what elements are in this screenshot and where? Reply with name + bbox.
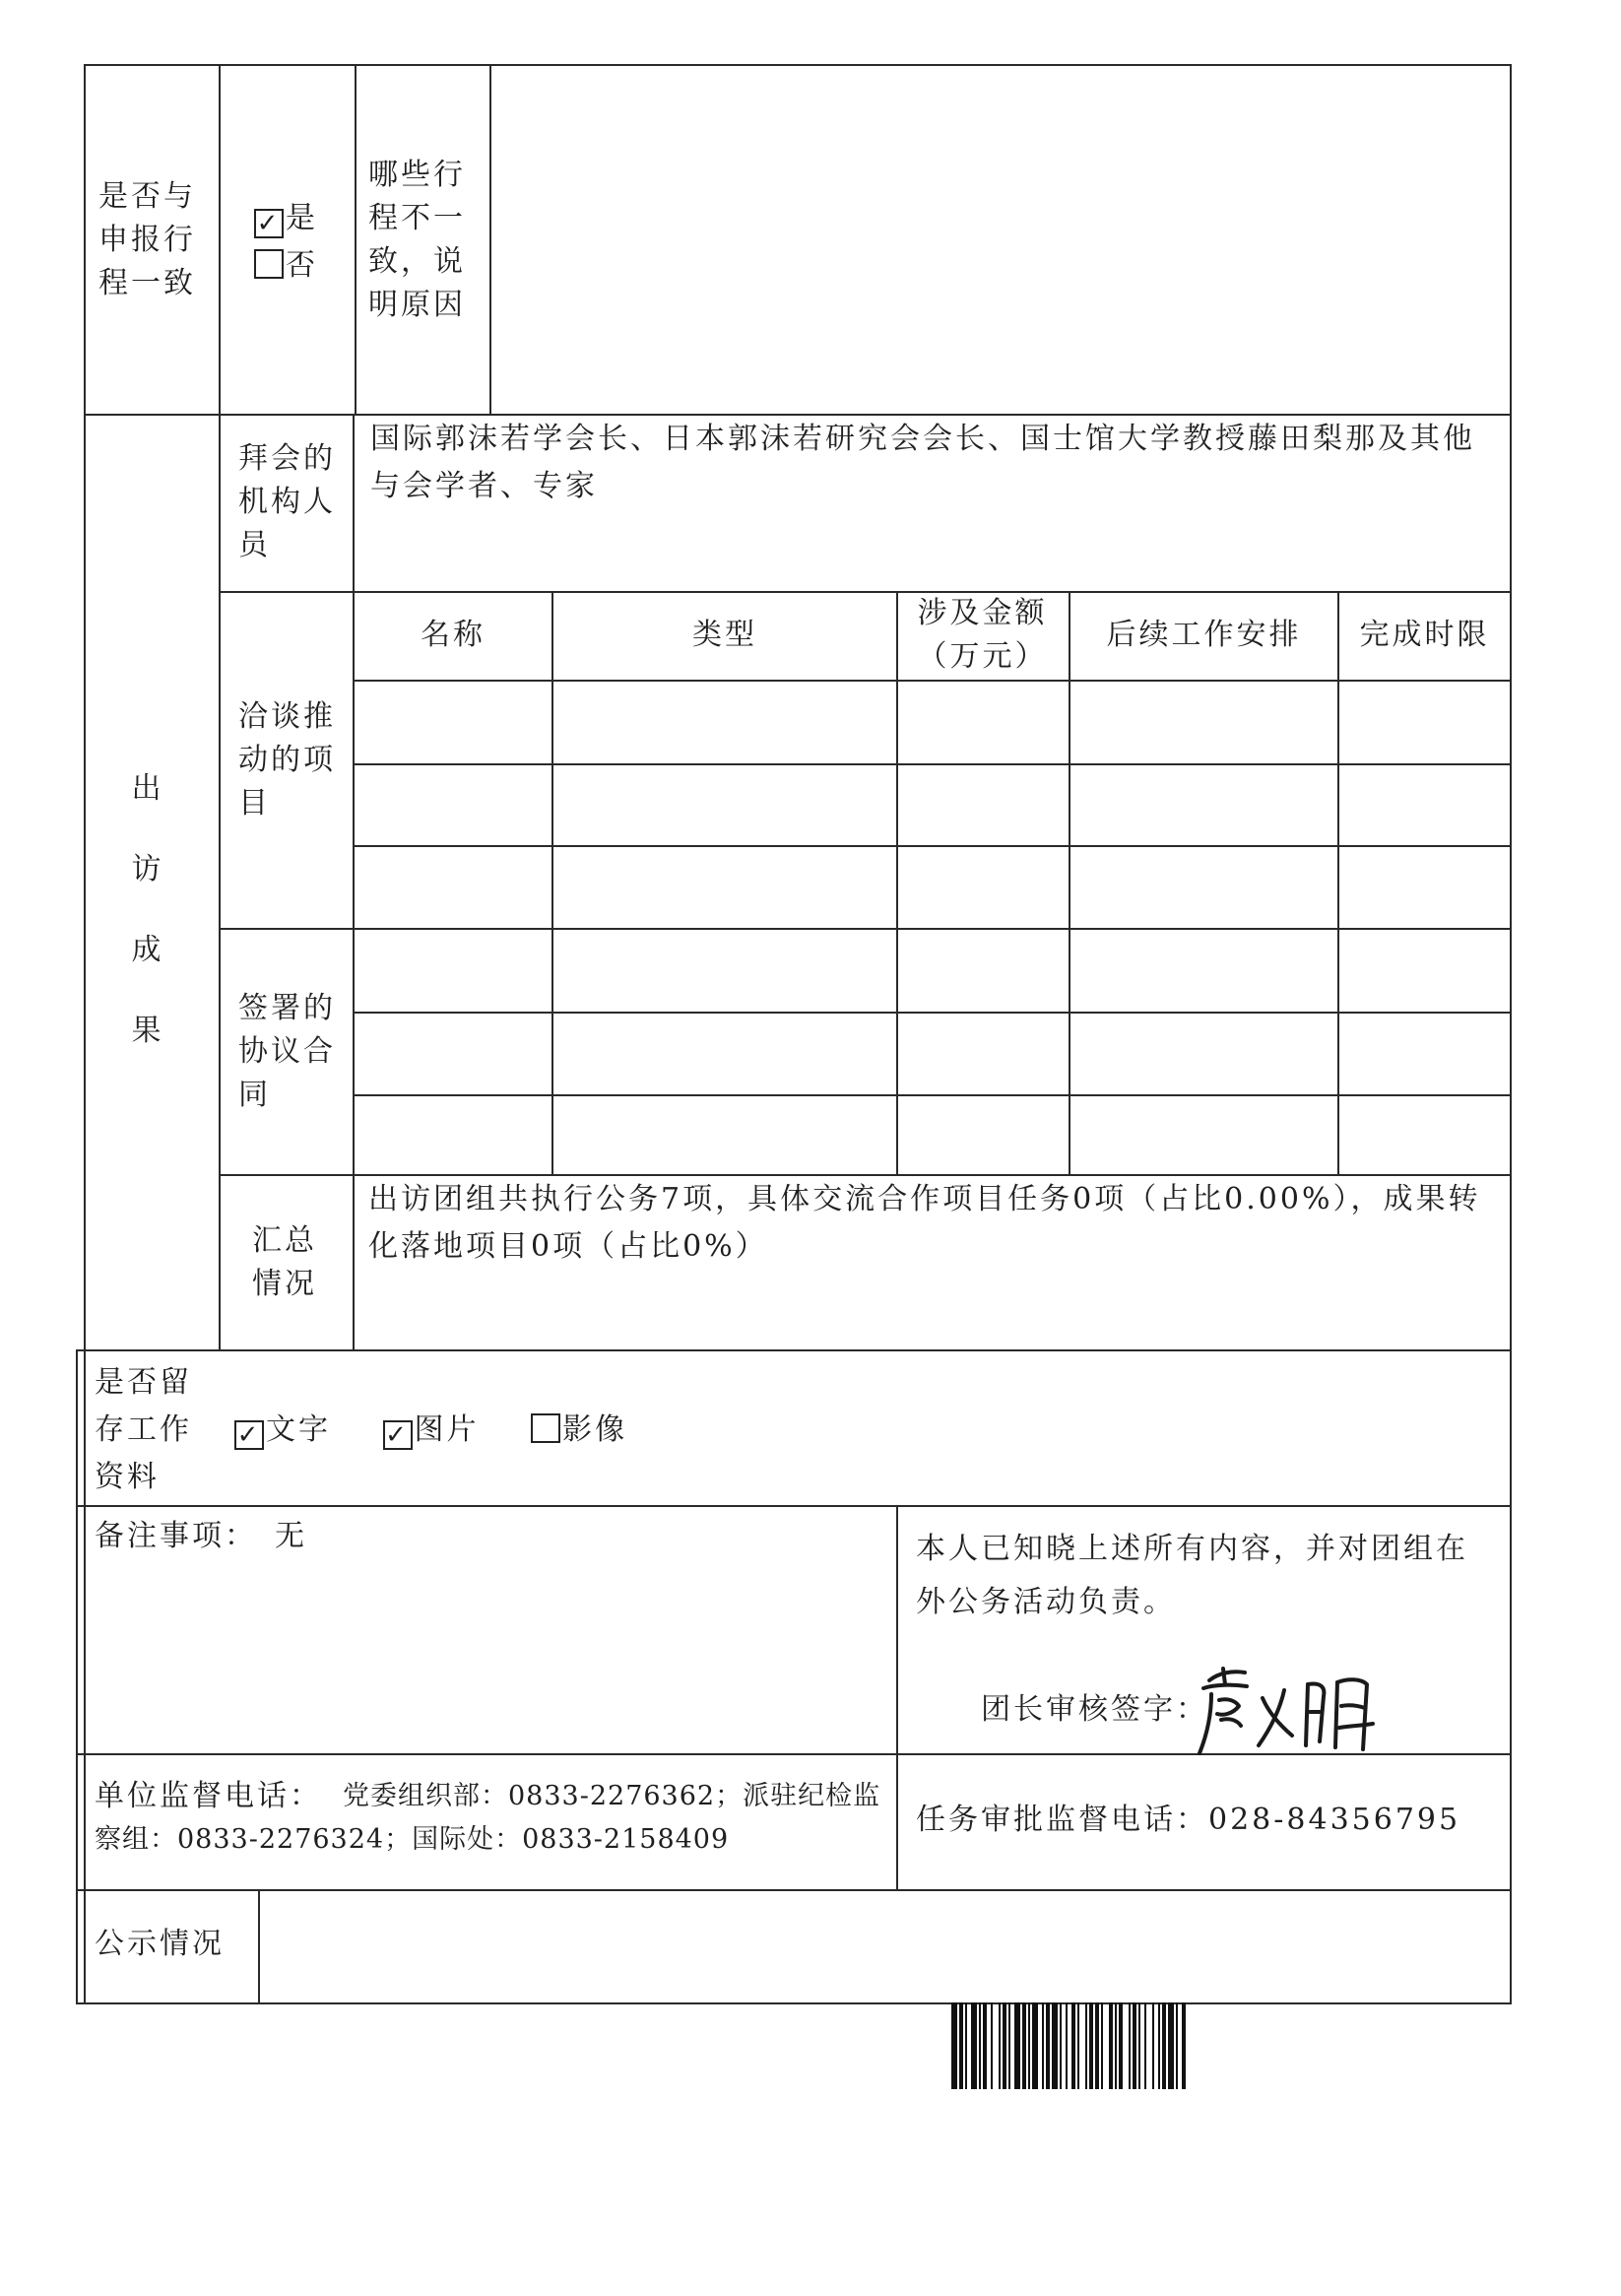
materials-options <box>234 1409 667 1452</box>
leader-signature <box>1190 1655 1406 1763</box>
col-divider <box>551 591 553 1176</box>
visited-label: 拜会的机构人员 <box>238 441 336 562</box>
remarks-value: 无 <box>275 1519 307 1553</box>
consistency-no-option[interactable]: 否 <box>254 244 318 288</box>
which-inconsistent-label: 哪些行程不一致，说明原因 <box>368 158 466 322</box>
checkbox-empty-icon[interactable] <box>531 1413 560 1443</box>
row-divider <box>76 1505 1512 1507</box>
row-divider <box>219 591 1512 593</box>
checkbox-checked-icon[interactable]: ✓ <box>383 1420 413 1450</box>
header-name: 名称 <box>421 618 486 652</box>
col-divider <box>219 64 221 1351</box>
col-divider <box>353 414 355 1351</box>
table-border <box>76 1349 78 2004</box>
checkbox-checked-icon[interactable]: ✓ <box>254 209 284 238</box>
consistency-yes-option[interactable]: ✓ 是 <box>254 197 318 240</box>
table-border <box>84 64 1512 66</box>
table-border <box>76 2002 1512 2004</box>
materials-option-video[interactable]: 影像 <box>531 1412 627 1447</box>
col-divider <box>258 1889 260 2004</box>
col-divider <box>1069 591 1070 1176</box>
materials-label: 是否留存工作资料 <box>95 1365 192 1494</box>
declaration-text: 本人已知晓上述所有内容，并对团组在外公务活动负责。 <box>916 1532 1468 1619</box>
task-supervision-phone: 任务审批监督电话：028-84356795 <box>916 1803 1461 1837</box>
table-border <box>1510 64 1512 2004</box>
agreements-label: 签署的协议合同 <box>238 991 336 1112</box>
summary-value: 出访团组共执行公务7项，具体交流合作项目任务0项（占比0.00%），成果转化落地项目0项（占比0%） <box>368 1182 1481 1264</box>
col-divider <box>1337 591 1339 1176</box>
header-deadline: 完成时限 <box>1359 618 1490 652</box>
row-divider <box>76 1349 1512 1351</box>
checkbox-checked-icon[interactable]: ✓ <box>234 1420 264 1450</box>
consistency-label: 是否与申报行程一致 <box>98 179 196 300</box>
col-divider <box>489 64 491 416</box>
col-divider <box>896 591 898 1176</box>
results-section-label: 出访成果 <box>131 771 164 1048</box>
header-type: 类型 <box>692 618 757 652</box>
col-divider <box>355 64 357 416</box>
row-divider <box>76 1889 1512 1891</box>
barcode-icon <box>951 2002 1263 2089</box>
remarks-label: 备注事项： 无 <box>95 1519 307 1553</box>
materials-option-text[interactable]: ✓ 文字 <box>234 1412 331 1447</box>
header-followup: 后续工作安排 <box>1106 618 1302 652</box>
row-divider <box>219 928 1512 930</box>
col-divider <box>896 1505 898 1891</box>
unit-supervision-label: 单位监督电话： <box>95 1779 322 1813</box>
header-amount: 涉及金额（万元） <box>917 596 1048 674</box>
projects-label: 洽谈推动的项目 <box>238 699 336 820</box>
checkbox-empty-icon[interactable] <box>254 249 284 279</box>
publicity-label: 公示情况 <box>95 1927 225 1961</box>
table-border <box>84 64 86 2004</box>
unit-supervision-text: 党委组织部：0833-2276362；派驻纪检监察组：0833-2276324；国际处：0833-2158409 <box>95 1781 881 1855</box>
summary-label: 汇总情况 <box>252 1223 317 1301</box>
signature-label: 团长审核签字： <box>981 1692 1208 1727</box>
visited-value: 国际郭沫若学会长、日本郭沫若研究会会长、国士馆大学教授藤田梨那及其他与会学者、专家 <box>370 422 1475 503</box>
materials-option-image[interactable]: ✓ 图片 <box>383 1412 480 1447</box>
